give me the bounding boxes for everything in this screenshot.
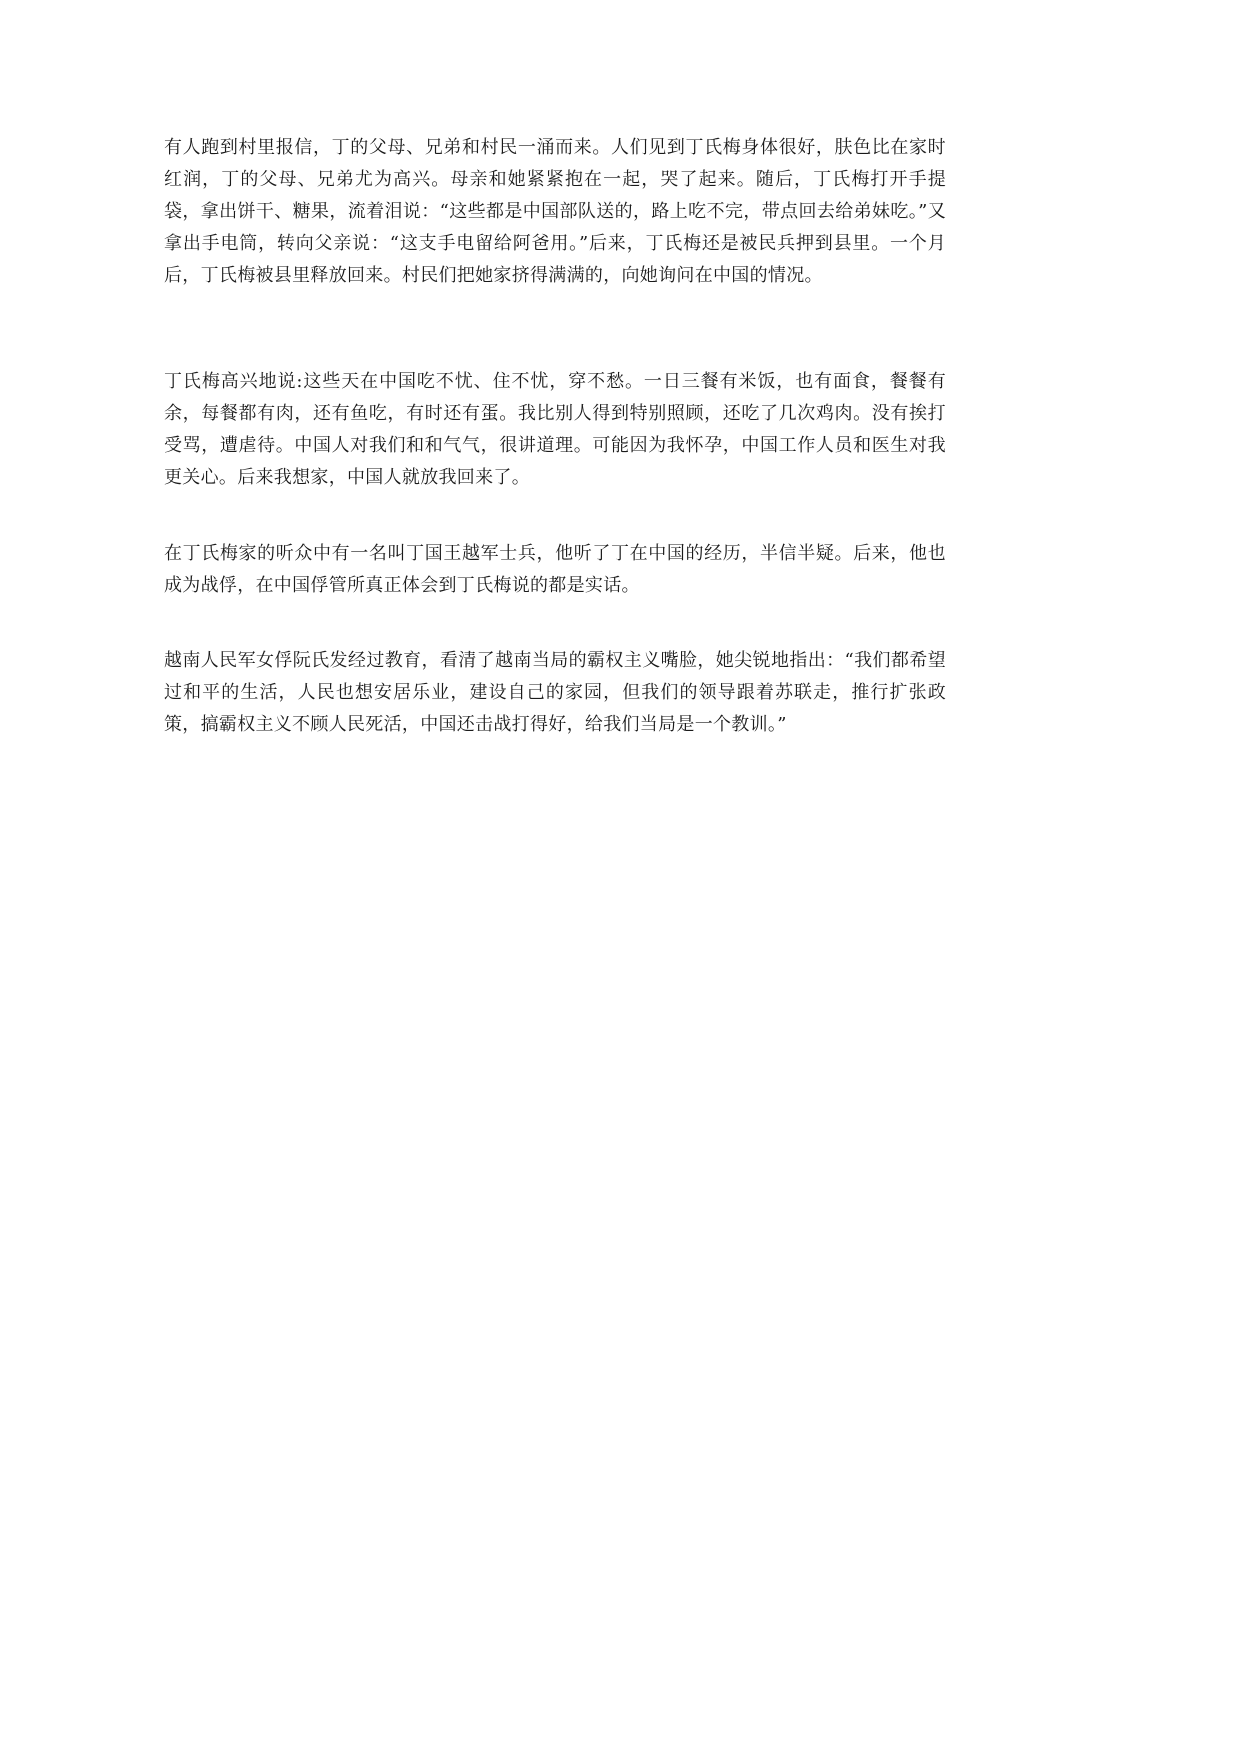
paragraph-2: 丁氏梅高兴地说:这些天在中国吃不忧、住不忧，穿不愁。一日三餐有米饭，也有面食，餐餐有余，每餐都有肉，还有鱼吃，有时还有蛋。我比别人得到特别照顾，还吃了几次鸡肉。没有挨打受骂，遭虐待。中国人对我们和和气气，很讲道理。可能因为我怀孕，中国工作人员和医生对我更关心。后来我想家，中国人就放我回来了。 — [164, 371, 946, 488]
paragraph-4: 越南人民军女俘阮氏发经过教育，看清了越南当局的霸权主义嘴脸，她尖锐地指出：“我们都希望过和平的生活，人民也想安居乐业，建设自己的家园，但我们的领导跟着苏联走，推行扩张政策，搞霸权主义不顾人民死活，中国还击战打得好，给我们当局是一个教训。” — [164, 650, 946, 735]
paragraph-1: 有人跑到村里报信，丁的父母、兄弟和村民一涌而来。人们见到丁氏梅身体很好，肤色比在家时红润，丁的父母、兄弟尤为高兴。母亲和她紧紧抱在一起，哭了起来。随后，丁氏梅打开手提袋，拿出饼干、糖果，流着泪说：“这些都是中国部队送的，路上吃不完，带点回去给弟妹吃。”又拿出手电筒，转向父亲说：“这支手电留给阿爸用。”后来，丁氏梅还是被民兵押到县里。一个月后，丁氏梅被县里释放回来。村民们把她家挤得满满的，向她询问在中国的情况。 — [164, 137, 946, 286]
paragraph-3: 在丁氏梅家的听众中有一名叫丁国王越军士兵，他听了丁在中国的经历，半信半疑。后来，他也成为战俘，在中国俘管所真正体会到丁氏梅说的都是实话。 — [164, 543, 946, 596]
